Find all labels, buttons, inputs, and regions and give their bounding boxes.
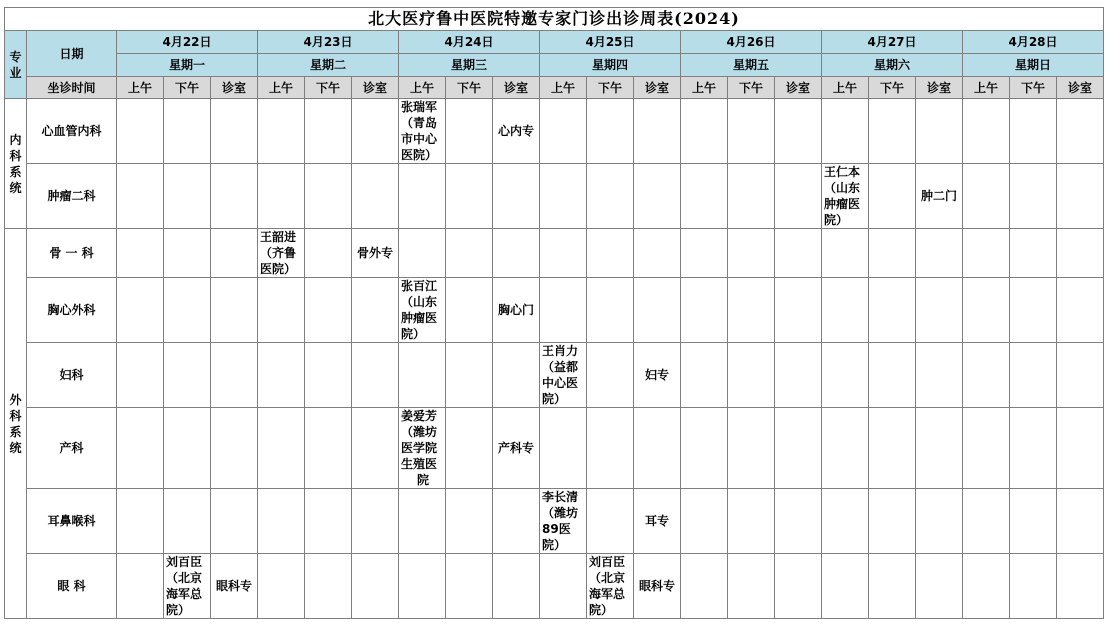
schedule-cell[interactable]: 张瑞军 （青岛 市中心 医院） [399, 99, 446, 164]
slot-room: 诊室 [1057, 77, 1104, 99]
slot-pm: 下午 [728, 77, 775, 99]
slot-am: 上午 [822, 77, 869, 99]
dept-name: 胸心外科 [27, 278, 117, 343]
day-weekday: 星期三 [399, 54, 540, 77]
dept-name: 耳鼻喉科 [27, 489, 117, 554]
day-date: 4月27日 [822, 31, 963, 54]
day-date: 4月22日 [117, 31, 258, 54]
table-row [5, 343, 1104, 408]
room-cell[interactable]: 骨外专 [352, 229, 399, 278]
slot-pm: 下午 [305, 77, 352, 99]
day-date: 4月24日 [399, 31, 540, 54]
slot-room: 诊室 [352, 77, 399, 99]
table-row [5, 278, 1104, 343]
day-date: 4月26日 [681, 31, 822, 54]
schedule-sheet [4, 7, 1104, 619]
room-cell[interactable]: 耳专 [634, 489, 681, 554]
slot-pm: 下午 [869, 77, 916, 99]
slot-room: 诊室 [916, 77, 963, 99]
slot-am: 上午 [540, 77, 587, 99]
slot-am: 上午 [399, 77, 446, 99]
room-cell[interactable]: 眼科专 [211, 554, 258, 619]
day-weekday: 星期五 [681, 54, 822, 77]
dept-name: 产科 [27, 408, 117, 489]
schedule-cell[interactable]: 王肖力 （益都 中心医 院） [540, 343, 587, 408]
slot-am: 上午 [117, 77, 164, 99]
room-cell[interactable]: 眼科专 [634, 554, 681, 619]
schedule-cell[interactable]: 李长清 （潍坊 89医 院） [540, 489, 587, 554]
slot-pm: 下午 [164, 77, 211, 99]
room-cell[interactable]: 妇专 [634, 343, 681, 408]
day-date: 4月28日 [963, 31, 1104, 54]
dept-name: 肿瘤二科 [27, 164, 117, 229]
day-weekday: 星期日 [963, 54, 1104, 77]
slot-room: 诊室 [634, 77, 681, 99]
system-surgical: 外 科 系 统 [5, 229, 27, 619]
room-cell[interactable]: 胸心门 [493, 278, 540, 343]
system-internal: 内 科 系 统 [5, 99, 27, 229]
day-date: 4月23日 [258, 31, 399, 54]
day-date: 4月25日 [540, 31, 681, 54]
slot-am: 上午 [963, 77, 1010, 99]
schedule-table [4, 7, 1104, 619]
slot-am: 上午 [681, 77, 728, 99]
room-cell[interactable]: 产科专 [493, 408, 540, 489]
schedule-cell[interactable]: 王韶进 （齐鲁 医院） [258, 229, 305, 278]
schedule-cell[interactable]: 王仁本 （山东 肿瘤医 院） [822, 164, 869, 229]
slot-room: 诊室 [775, 77, 822, 99]
room-cell[interactable]: 心内专 [493, 99, 540, 164]
slot-pm: 下午 [1010, 77, 1057, 99]
page-title: 北大医疗鲁中医院特邀专家门诊出诊周表(2024) [5, 8, 1104, 31]
dept-name: 心血管内科 [27, 99, 117, 164]
room-cell[interactable]: 肿二门 [916, 164, 963, 229]
dept-name: 眼 科 [27, 554, 117, 619]
table-row [5, 229, 1104, 278]
slot-pm: 下午 [587, 77, 634, 99]
slot-room: 诊室 [211, 77, 258, 99]
day-weekday: 星期四 [540, 54, 681, 77]
day-weekday: 星期二 [258, 54, 399, 77]
slot-pm: 下午 [446, 77, 493, 99]
slot-am: 上午 [258, 77, 305, 99]
date-header: 日期 [27, 31, 117, 77]
table-row [5, 554, 1104, 619]
schedule-cell[interactable]: 刘百臣 （北京 海军总 院） [164, 554, 211, 619]
time-header: 坐诊时间 [27, 77, 117, 99]
schedule-cell[interactable]: 刘百臣 （北京 海军总 院） [587, 554, 634, 619]
table-row [5, 99, 1104, 164]
schedule-cell[interactable]: 张百江 （山东 肿瘤医 院） [399, 278, 446, 343]
day-weekday: 星期六 [822, 54, 963, 77]
table-row [5, 164, 1104, 229]
dept-name: 妇科 [27, 343, 117, 408]
table-row [5, 489, 1104, 554]
dept-name: 骨 一 科 [27, 229, 117, 278]
day-weekday: 星期一 [117, 54, 258, 77]
table-row [5, 408, 1104, 489]
schedule-cell[interactable]: 姜爱芳 （潍坊 医学院 生殖医 院 [399, 408, 446, 489]
specialty-header: 专 业 [5, 31, 27, 99]
slot-room: 诊室 [493, 77, 540, 99]
